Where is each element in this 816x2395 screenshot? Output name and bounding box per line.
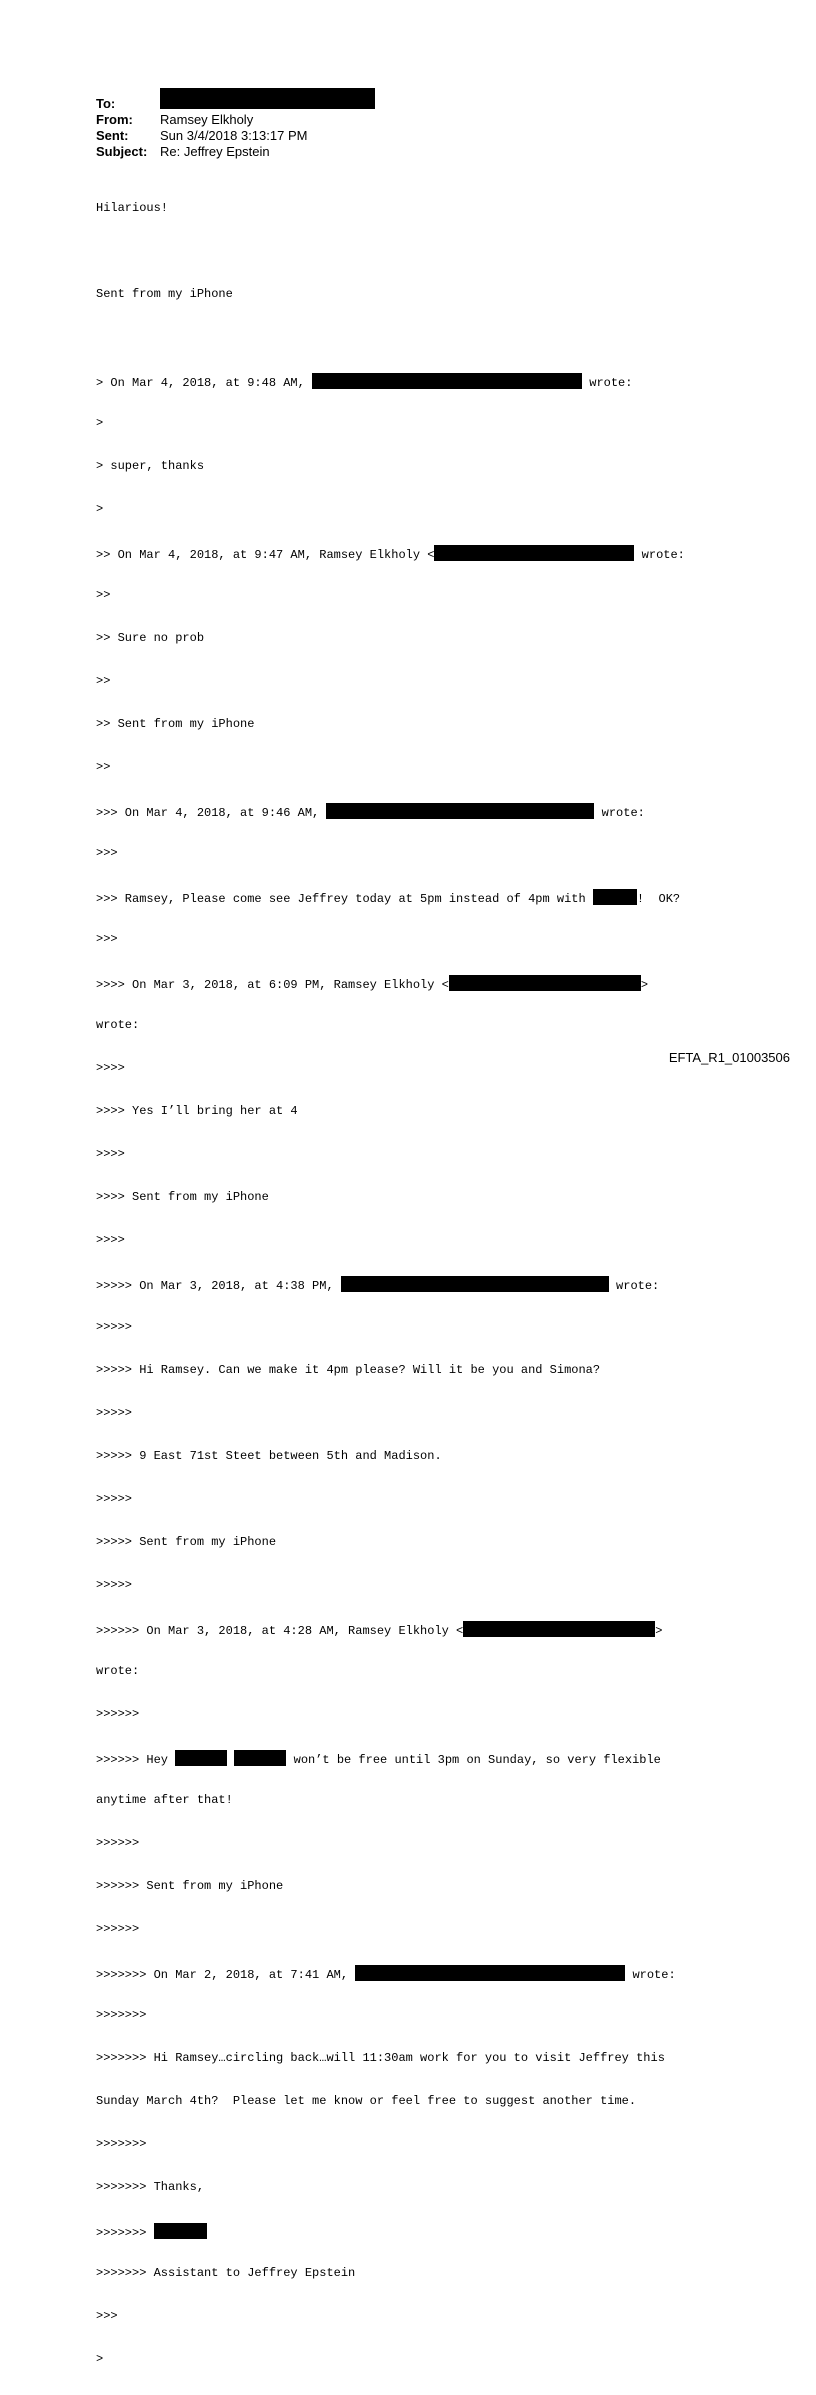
body-line (96, 975, 685, 993)
body-line: >>>>> (96, 1491, 133, 1506)
quote-header-text: >>>> On Mar 3, 2018, at 6:09 PM, Ramsey Elkholy < (96, 978, 449, 993)
redacted-sender (312, 373, 582, 389)
redacted-name (175, 1750, 227, 1766)
body-line: > (96, 415, 104, 430)
subject-label: Subject: (96, 144, 148, 159)
message-text: >>> Ramsey, Please come see Jeffrey today at 5pm instead of 4pm with (96, 892, 586, 907)
body-line (96, 244, 685, 258)
redacted-name (154, 2223, 207, 2239)
body-line (96, 1621, 685, 1638)
redacted-recipient (160, 88, 375, 109)
quote-header-text: >>>>> On Mar 3, 2018, at 4:38 PM, (96, 1279, 334, 1294)
body-line: >> (96, 674, 111, 689)
body-line: >>>>>> Sent from my iPhone (96, 1878, 284, 1893)
body-line: >> Sure no prob (96, 631, 205, 645)
subject-value: Re: Jeffrey Epstein (160, 144, 270, 159)
quote-prefix: >>>>>>> (96, 2226, 147, 2241)
body-line: Hilarious! (96, 200, 169, 215)
body-line: >>>>>> (96, 1921, 140, 1936)
redacted-name (593, 889, 637, 905)
angle-bracket: > (655, 1623, 663, 1638)
redacted-email (434, 545, 634, 561)
to-row (96, 96, 375, 112)
body-line (96, 373, 685, 390)
email-body (96, 172, 685, 2395)
body-line: > (96, 2352, 104, 2367)
redacted-sender (355, 1965, 625, 1981)
redacted-name (234, 1750, 286, 1766)
body-line: >>>>>> (96, 1835, 140, 1850)
body-line: >>>>> Hi Ramsey. Can we make it 4pm please? Will it be you and Simona? (96, 1362, 601, 1377)
body-line: >>> (96, 2309, 118, 2324)
body-line: >>>> Sent from my iPhone (96, 1190, 269, 1205)
quote-header-text: >>> On Mar 4, 2018, at 9:46 AM, (96, 806, 320, 821)
angle-bracket: > (640, 978, 649, 993)
body-line: Sunday March 4th? Please let me know or feel free to suggest another time. (96, 2094, 637, 2109)
message-text-tail: won’t be free until 3pm on Sunday, so very flexible (293, 1752, 661, 1767)
quote-header-text: >>>>>> On Mar 3, 2018, at 4:28 AM, Ramsey Elkholy < (96, 1623, 464, 1638)
from-row (96, 112, 375, 128)
message-text: >>>>>> Hey (96, 1752, 169, 1767)
body-line: >>>>>>> Thanks, (96, 2180, 205, 2195)
body-line: >>>>> 9 East 71st Steet between 5th and Madison. (96, 1448, 442, 1463)
body-line: >>>>>>> (96, 2137, 147, 2152)
body-line: wrote: (96, 1018, 140, 1033)
body-line: >>>>> (96, 1577, 133, 1592)
body-line (96, 1965, 685, 1982)
body-line: > super, thanks (96, 458, 205, 473)
body-line: wrote: (96, 1663, 140, 1678)
wrote-text: wrote: (616, 1279, 660, 1294)
body-line: >> (96, 760, 111, 775)
wrote-text: wrote: (632, 1967, 676, 1982)
body-line (96, 889, 685, 907)
body-line: >>>> (96, 1061, 125, 1076)
body-line: >>>>>>> Assistant to Jeffrey Epstein (96, 2266, 356, 2281)
body-line: >>>> (96, 1147, 125, 1162)
quote-header-text: >>>>>>> On Mar 2, 2018, at 7:41 AM, (96, 1967, 349, 1982)
email-header (96, 96, 375, 160)
body-line: >>>> (96, 1233, 125, 1248)
body-line: >>>>>>> Hi Ramsey…circling back…will 11:30am work for you to visit Jeffrey this (96, 2051, 665, 2066)
redacted-sender (341, 1276, 609, 1292)
wrote-text: wrote: (601, 806, 645, 821)
body-line (96, 2223, 685, 2241)
sent-value: Sun 3/4/2018 3:13:17 PM (160, 128, 308, 143)
message-text-tail: ! OK? (636, 892, 681, 907)
redacted-sender (326, 803, 594, 819)
redacted-email (463, 1621, 655, 1637)
to-label: To: (96, 96, 116, 111)
sent-label: Sent: (96, 128, 129, 143)
body-line (96, 1276, 685, 1294)
body-line (96, 1750, 685, 1767)
body-line: Sent from my iPhone (96, 286, 233, 301)
body-line: >> (96, 587, 111, 602)
body-line: >> Sent from my iPhone (96, 717, 255, 732)
body-line (96, 803, 685, 821)
sent-row (96, 128, 375, 144)
body-line: >>>>>> (96, 1706, 140, 1721)
body-line: > (96, 501, 104, 516)
body-line: >>>> Yes I’ll bring her at 4 (96, 1104, 298, 1119)
from-value: Ramsey Elkholy (160, 112, 254, 127)
wrote-text: wrote: (641, 547, 685, 562)
body-line: >>>>> (96, 1405, 133, 1420)
from-label: From: (96, 112, 133, 127)
redacted-email (449, 975, 641, 991)
body-line: >>>>> (96, 1319, 133, 1334)
subject-row (96, 144, 375, 160)
body-line: anytime after that! (96, 1792, 233, 1807)
body-line: >>> (96, 846, 118, 861)
wrote-text: wrote: (589, 375, 633, 390)
body-line: >>> (96, 932, 118, 947)
body-line (96, 330, 685, 344)
document-id: EFTA_R1_01003506 (668, 1050, 790, 1065)
quote-header-text: > On Mar 4, 2018, at 9:48 AM, (96, 375, 305, 390)
quote-header-text: >> On Mar 4, 2018, at 9:47 AM, Ramsey Elkholy < (96, 547, 435, 562)
body-line: >>>>> Sent from my iPhone (96, 1534, 277, 1549)
body-line: >>>>>>> (96, 2008, 147, 2022)
body-line (96, 545, 685, 562)
